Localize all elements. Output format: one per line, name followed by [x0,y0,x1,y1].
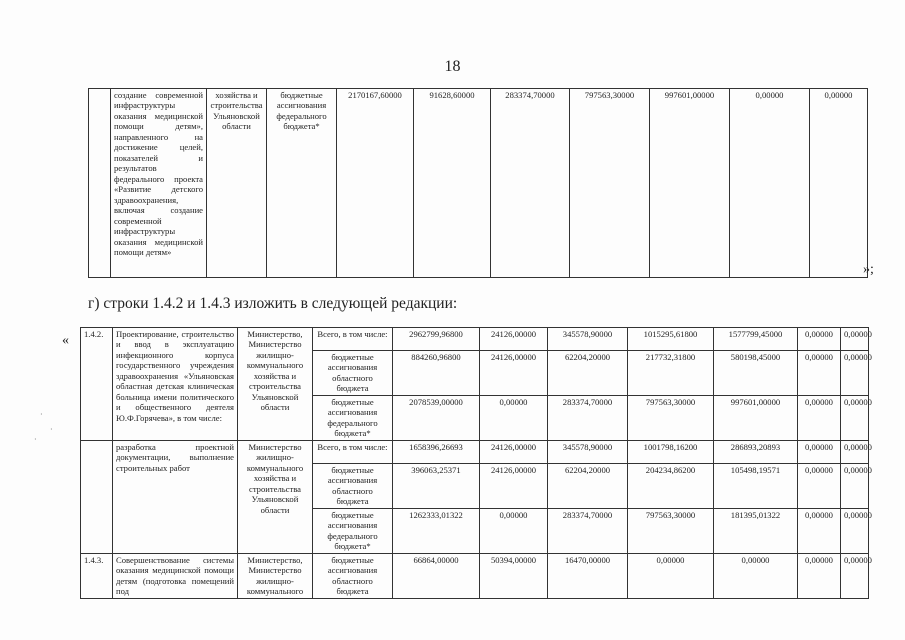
description-cell: разработка проектной документации, выполнение строительных работ [113,441,238,554]
value-cell: 997601,00000 [650,89,730,278]
source-cell: бюджетные ассигнования федерального бюджета* [313,396,393,441]
value-cell: 797563,30000 [570,89,650,278]
value-cell: 997601,00000 [714,396,798,441]
value-cell: 181395,01322 [714,509,798,554]
value-cell: 66864,00000 [393,554,480,599]
scan-speck: · [40,410,43,419]
executor-cell: Министерство жилищно-коммунального хозяйства и строительства Ульяновской области [238,441,313,554]
value-cell: 217732,31800 [628,351,714,396]
value-cell: 0,00000 [810,89,868,278]
description-cell: Совершенствование системы оказания медицинской помощи детям (подготовка помещений под [113,554,238,599]
value-cell: 2962799,96800 [393,328,480,351]
value-cell: 283374,70000 [548,509,628,554]
scan-speck: · [34,435,37,444]
value-cell: 105498,19571 [714,464,798,509]
value-cell: 283374,70000 [491,89,570,278]
value-cell: 0,00000 [798,554,841,599]
table-rows-1-4-2-1-4-3 [80,327,872,599]
value-cell: 797563,30000 [628,509,714,554]
value-cell: 283374,70000 [548,396,628,441]
value-cell: 0,00000 [798,351,841,396]
value-cell: 396063,25371 [393,464,480,509]
source-cell: бюджетные ассигнования федерального бюджета* [267,89,337,278]
value-cell: 797563,30000 [628,396,714,441]
value-cell: 1262333,01322 [393,509,480,554]
value-cell: 24126,00000 [480,351,548,396]
value-cell: 62204,20000 [548,351,628,396]
value-cell: 0,00000 [841,396,869,441]
page-number: 18 [444,58,461,75]
source-cell: бюджетные ассигнования областного бюджета [313,464,393,509]
value-cell: 1658396,26693 [393,441,480,464]
value-cell: 24126,00000 [480,328,548,351]
value-cell: 16470,00000 [548,554,628,599]
instruction-text: г) строки 1.4.2 и 1.4.3 изложить в следующей редакции: [88,295,458,312]
value-cell: 0,00000 [841,351,869,396]
source-cell: бюджетные ассигнования областного бюджета [313,554,393,599]
table-row [81,554,869,599]
value-cell: 0,00000 [730,89,810,278]
value-cell: 0,00000 [714,554,798,599]
value-cell: 204234,86200 [628,464,714,509]
value-cell: 24126,00000 [480,464,548,509]
executor-cell: Министерство, Министерство жилищно-коммунального [238,554,313,599]
value-cell: 0,00000 [841,509,869,554]
value-cell: 0,00000 [798,509,841,554]
value-cell: 0,00000 [798,441,841,464]
value-cell: 1001798,16200 [628,441,714,464]
executor-cell: Министерство, Министерство жилищно-коммунального хозяйства и строительства Ульяновской области [238,328,313,441]
value-cell: 345578,90000 [548,328,628,351]
value-cell: 2170167,60000 [337,89,414,278]
table-row [81,328,869,351]
value-cell: 1015295,61800 [628,328,714,351]
row-number-cell: 1.4.2. [81,328,113,441]
value-cell: 0,00000 [841,328,869,351]
closing-mark: »; [863,262,874,277]
value-cell: 0,00000 [480,509,548,554]
table-row [81,441,869,464]
scan-speck: · [50,425,53,434]
source-cell: бюджетные ассигнования областного бюджета [313,351,393,396]
table-row [89,89,868,278]
value-cell: 286893,20893 [714,441,798,464]
row-number-cell [81,441,113,554]
value-cell: 62204,20000 [548,464,628,509]
row-number-cell [89,89,111,278]
value-cell: 0,00000 [628,554,714,599]
table-continuation [88,88,868,278]
value-cell: 24126,00000 [480,441,548,464]
value-cell: 0,00000 [480,396,548,441]
value-cell: 0,00000 [841,554,869,599]
value-cell: 50394,00000 [480,554,548,599]
description-cell: Проектирование, строительство и ввод в эксплуатацию инфекционного корпуса государственного учреждения здравоохранения «Ульяновская областная детская клиническая больница имени политического и общественного деятеля Ю.Ф.Горячева», в том числе: [113,328,238,441]
value-cell: 580198,45000 [714,351,798,396]
executor-cell: хозяйства и строительства Ульяновской области [207,89,267,278]
value-cell: 2078539,00000 [393,396,480,441]
value-cell: 0,00000 [798,464,841,509]
value-cell: 345578,90000 [548,441,628,464]
value-cell: 884260,96800 [393,351,480,396]
value-cell: 0,00000 [841,464,869,509]
value-cell: 91628,60000 [414,89,491,278]
value-cell: 0,00000 [841,441,869,464]
description-cell: создание современной инфраструктуры оказания медицинской помощи детям», направленного на достижение целей, показателей и результатов федерального проекта «Развитие детского здравоохранения, включая создание современной инфраструктуры оказания медицинской помощи детям» [111,89,207,278]
row-number-cell: 1.4.3. [81,554,113,599]
source-cell: Всего, в том числе: [313,441,393,464]
source-cell: Всего, в том числе: [313,328,393,351]
value-cell: 0,00000 [798,396,841,441]
opening-quote: « [62,333,69,348]
value-cell: 1577799,45000 [714,328,798,351]
source-cell: бюджетные ассигнования федерального бюджета* [313,509,393,554]
value-cell: 0,00000 [798,328,841,351]
